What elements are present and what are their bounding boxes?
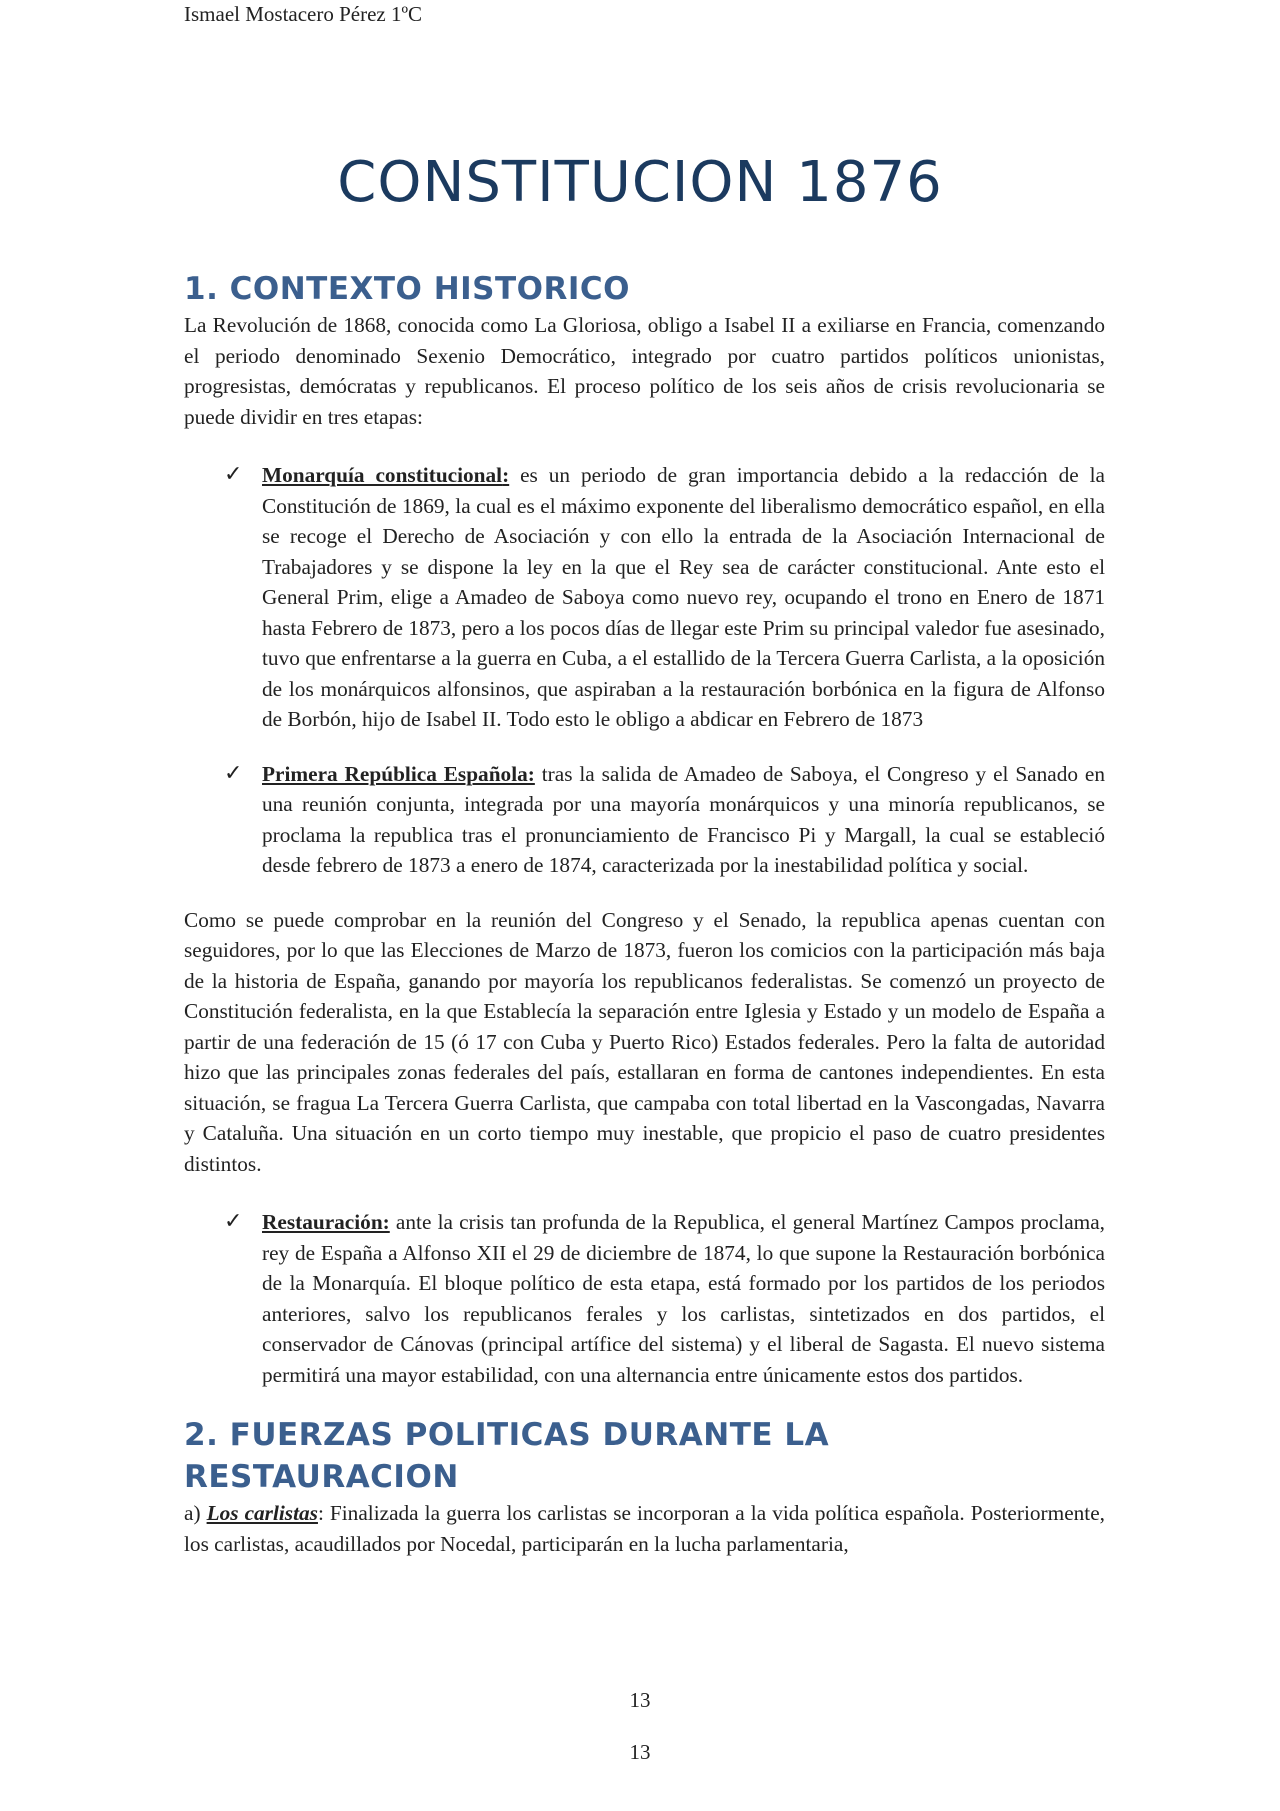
stages-list	[184, 460, 1105, 881]
bullet-term: Restauración:	[262, 1210, 390, 1234]
bullet-text: tras la salida de Amadeo de Saboya, el Congreso y el Sanado en una reunión conjunta, integrada por una mayoría monárquicos y una minoría republicanos, se proclama la republica tras el pronunciamiento de Francisco Pi y Margall, la cual se estableció desde febrero de 1873 a enero de 1874, caracterizada por la inestabilidad política y social.	[262, 761, 1105, 877]
item-prefix: a)	[184, 1501, 207, 1525]
bullet-term: Monarquía constitucional	[262, 463, 503, 487]
bullet-term-separator: :	[502, 463, 510, 487]
middle-paragraph: Como se puede comprobar en la reunión del Congreso y el Senado, la republica apenas cuentan con seguidores, por lo que las Elecciones de Marzo de 1873, fueron los comicios con la participación más baja de la historia de España, ganando por mayoría los republicanos federalistas. Se comenzó un proyecto de Constitución federalista, en la que Establecía la separación entre Iglesia y Estado y un modelo de España a partir de una federación de 15 (ó 17 con Cuba y Puerto Rico) Estados federales. Pero la falta de autoridad hizo que las principales zonas federales del país, estallaran en forma de cantones independientes. En esta situación, se fragua La Tercera Guerra Carlista, que campaba con total libertad en la Vascongadas, Navarra y Cataluña. Una situación en un corto tiempo muy inestable, que propicio el paso de cuatro presidentes distintos.	[184, 907, 1105, 1176]
page-number: 13	[629, 1740, 651, 1764]
carlistas-paragraph	[184, 1498, 1105, 1559]
bullet-term: Primera República Española:	[262, 761, 535, 786]
document-title: CONSTITUCION 1876	[337, 150, 943, 215]
checkmark-icon: ✓	[224, 1209, 243, 1234]
document-body	[184, 268, 1105, 1559]
bullet-text: ante la crisis tan profunda de la Republica, el general Martínez Campos proclama, rey de España a Alfonso XII el 29 de diciembre de 1874, lo que supone la Restauración borbónica de la Monarquía. El bloque político de esta etapa, está formado por los partidos de los periodos anteriores, salvo los republicanos ferales y los carlistas, sintetizados en dos partidos, el conservador de Cánovas (principal artífice del sistema) y el liberal de Sagasta. El nuevo sistema permitirá una mayor estabilidad, con una alternancia entre únicamente estos dos partidos.	[262, 1210, 1105, 1387]
restauracion-list	[184, 1207, 1105, 1390]
section-heading-contexto: 1. CONTEXTO HISTORICO	[184, 271, 631, 307]
item-text: : Finalizada la guerra los carlistas se incorporan a la vida política española. Posteriormente, los carlistas, acaudillados por Nocedal, participarán en la lucha parlamentaria,	[184, 1501, 1105, 1556]
section-heading-fuerzas: 2. FUERZAS POLITICAS DURANTE LA RESTAURACION	[184, 1417, 830, 1495]
checkmark-icon: ✓	[224, 462, 243, 487]
page-header-author: Ismael Mostacero Pérez 1ºC	[184, 2, 423, 26]
list-item	[184, 460, 1105, 735]
page-number: 13	[629, 1688, 651, 1712]
list-item	[184, 759, 1105, 881]
item-term: Los carlistas	[206, 1501, 318, 1525]
list-item	[184, 1207, 1105, 1390]
bullet-text: es un periodo de gran importancia debido a la redacción de la Constitución de 1869, la cual es el máximo exponente del liberalismo democrático español, en ella se recoge el Derecho de Asociación y con ello la entrada de la Asociación Internacional de Trabajadores y se dispone la ley en la que el Rey sea de carácter constitucional. Ante esto el General Prim, elige a Amadeo de Saboya como nuevo rey, ocupando el trono en Enero de 1871 hasta Febrero de 1873, pero a los pocos días de llegar este Prim su principal valedor fue asesinado, tuvo que enfrentarse a la guerra en Cuba, a el estallido de la Tercera Guerra Carlista, a la oposición de los monárquicos alfonsinos, que aspiraban a la restauración borbónica en la figura de Alfonso de Borbón, hijo de Isabel II. Todo esto le obligo a abdicar en Febrero de 1873	[262, 463, 1105, 731]
checkmark-icon: ✓	[224, 760, 243, 786]
intro-paragraph: La Revolución de 1868, conocida como La Gloriosa, obligo a Isabel II a exiliarse en Francia, comenzando el periodo denominado Sexenio Democrático, integrado por cuatro partidos políticos unionistas, progresistas, demócratas y republicanos. El proceso político de los seis años de crisis revolucionaria se puede dividir en tres etapas:	[184, 313, 1105, 429]
